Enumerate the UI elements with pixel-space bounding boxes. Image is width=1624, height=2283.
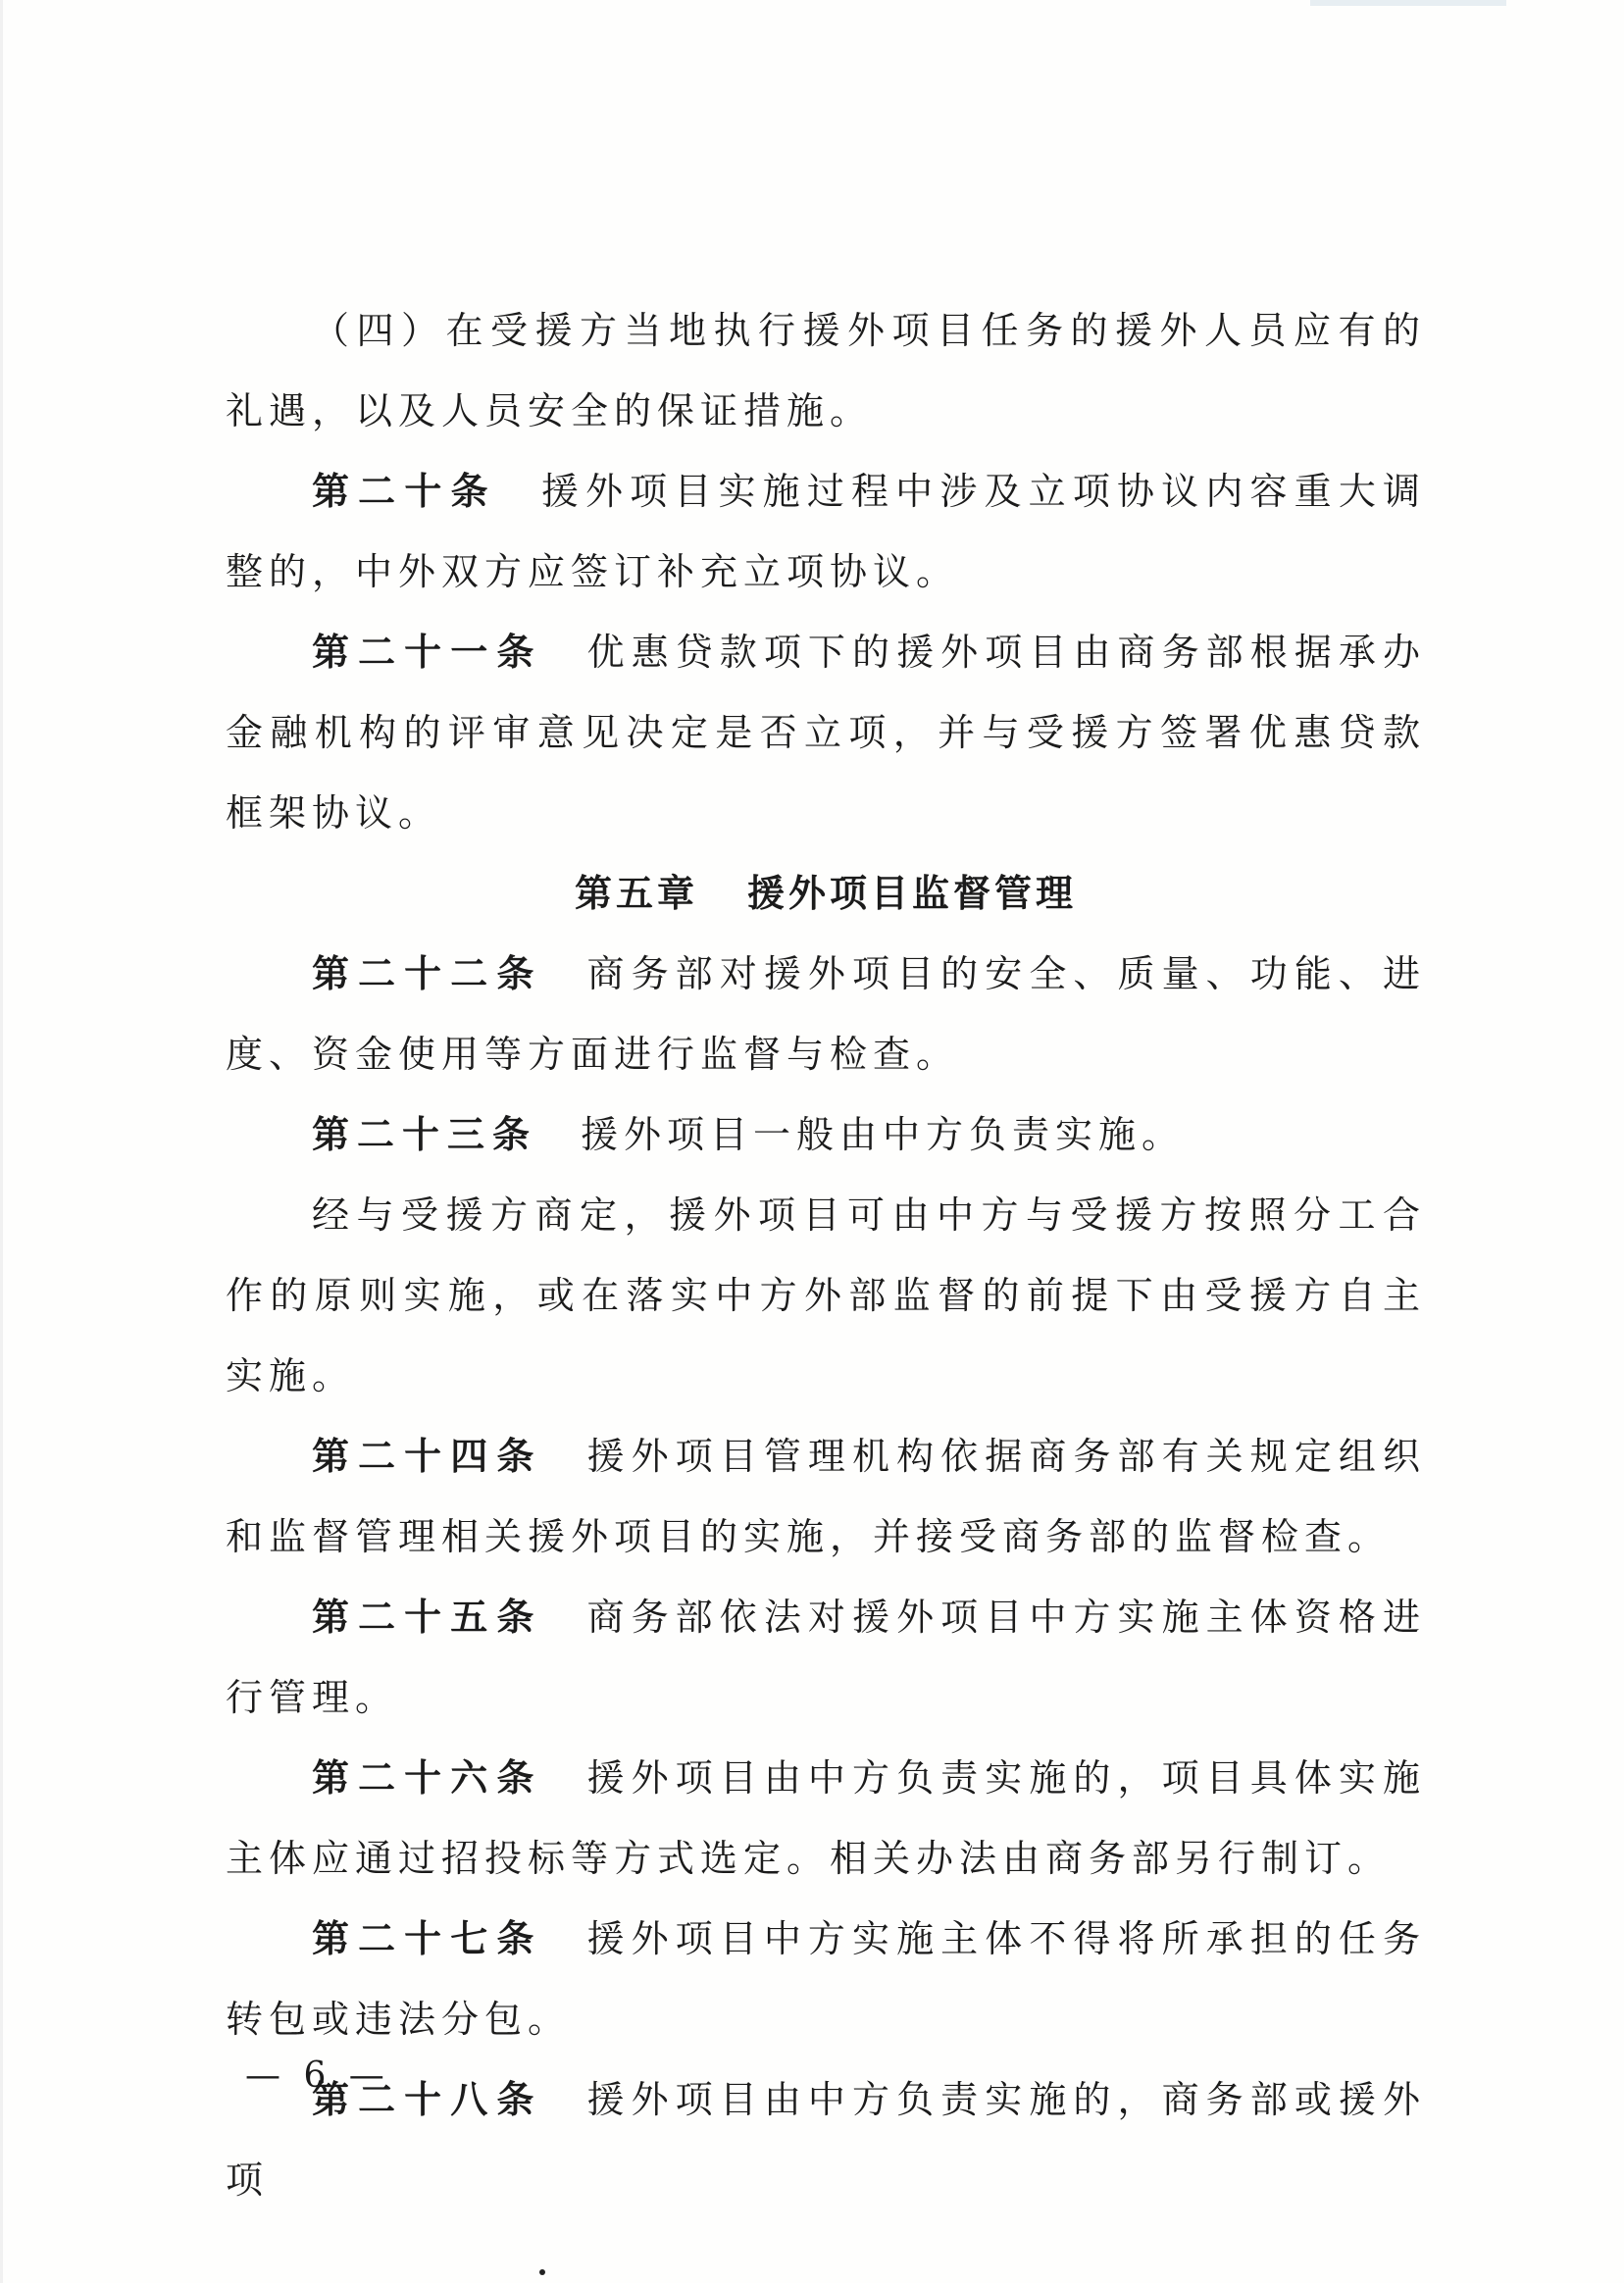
article-label: 第二十八条	[312, 2078, 543, 2121]
scan-shadow	[0, 0, 3, 2283]
article-28	[226, 2059, 1426, 2220]
article-label: 第二十四条	[312, 1435, 543, 1478]
article-text: 商务部对援外项目的安全、质量、功能、进度、资金使用等方面进行监督与检查。	[226, 952, 1426, 1076]
article-text: 援外项目中方实施主体不得将所承担的任务转包或违法分包。	[226, 1917, 1426, 2041]
article-26	[226, 1738, 1426, 1899]
article-text: 援外项目管理机构依据商务部有关规定组织和监督管理相关援外项目的实施，并接受商务部的监督检查。	[226, 1435, 1426, 1558]
article-text: 援外项目一般由中方负责实施。	[581, 1113, 1186, 1156]
article-23-continuation	[226, 1175, 1426, 1416]
article-text: 优惠贷款项下的援外项目由商务部根据承办金融机构的评审意见决定是否立项，并与受援方签署优惠贷款框架协议。	[226, 631, 1426, 835]
page-body	[226, 290, 1426, 2220]
article-23	[226, 1094, 1426, 1175]
paragraph-text: （四）在受援方当地执行援外项目任务的援外人员应有的礼遇，以及人员安全的保证措施。	[226, 309, 1426, 432]
paragraph-item-4	[226, 290, 1426, 451]
article-label: 第二十六条	[312, 1756, 543, 1800]
article-24	[226, 1416, 1426, 1577]
article-label: 第二十五条	[312, 1596, 543, 1639]
article-label: 第二十条	[312, 470, 497, 513]
chapter-title: 援外项目监督管理	[747, 872, 1078, 915]
article-22	[226, 934, 1426, 1094]
article-21	[226, 612, 1426, 853]
chapter-heading	[226, 853, 1426, 934]
article-text: 援外项目由中方负责实施的，项目具体实施主体应通过招投标等方式选定。相关办法由商务部另行制订。	[226, 1756, 1426, 1880]
article-label: 第二十一条	[312, 631, 543, 674]
article-25	[226, 1577, 1426, 1738]
article-text: 商务部依法对援外项目中方实施主体资格进行管理。	[226, 1596, 1426, 1719]
article-label: 第二十七条	[312, 1917, 543, 1960]
article-20	[226, 451, 1426, 612]
scan-speck	[539, 2269, 545, 2275]
article-label: 第二十三条	[312, 1113, 538, 1156]
scan-edge-mark	[1310, 0, 1506, 6]
article-27	[226, 1899, 1426, 2059]
article-label: 第二十二条	[312, 952, 543, 995]
chapter-number: 第五章	[574, 872, 698, 915]
page-number: — 6 —	[245, 2055, 390, 2096]
paragraph-text: 经与受援方商定，援外项目可由中方与受援方按照分工合作的原则实施，或在落实中方外部监督的前提下由受援方自主实施。	[226, 1193, 1426, 1397]
article-text: 援外项目由中方负责实施的，商务部或援外项	[226, 2078, 1426, 2202]
article-text: 援外项目实施过程中涉及立项协议内容重大调整的，中外双方应签订补充立项协议。	[226, 470, 1426, 593]
